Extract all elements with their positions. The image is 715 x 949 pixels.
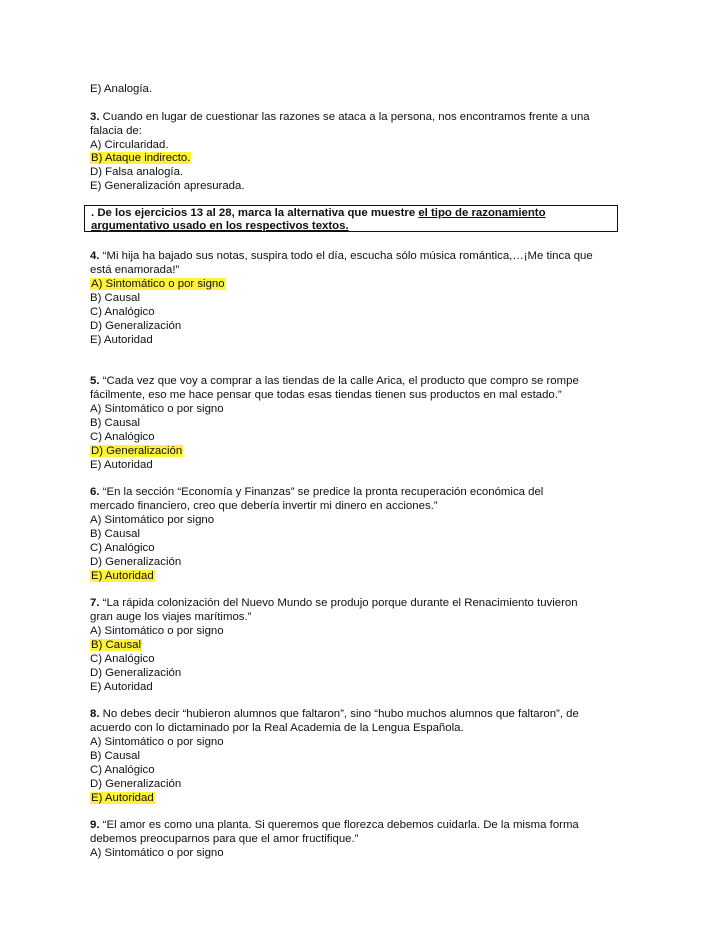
question-number: 7. (90, 597, 100, 609)
question-9-cont: debemos preocuparnos para que el amor fructifique.” (90, 833, 359, 845)
q3-option-b (90, 152, 191, 166)
q6-option-a: A) Sintomático por signo (90, 514, 215, 526)
q7-option-b (90, 639, 142, 653)
question-text: “En la sección “Economía y Finanzas” se predice la pronta recuperación económica del (102, 486, 544, 498)
q8-option-b: B) Causal (90, 750, 141, 762)
highlighted-answer: B) Causal (91, 639, 142, 651)
q7-option-c: C) Analógico (90, 653, 155, 665)
highlighted-answer: D) Generalización (91, 445, 183, 457)
question-8 (90, 708, 579, 722)
q5-option-e: E) Autoridad (90, 459, 153, 471)
question-7-cont: gran auge los viajes marítimos.” (90, 611, 252, 623)
q8-option-e (90, 792, 155, 806)
q7-option-a: A) Sintomático o por signo (90, 625, 224, 637)
question-5 (90, 375, 579, 389)
instruction-underlined: el tipo de razonamiento (418, 207, 546, 219)
q8-option-d: D) Generalización (90, 778, 182, 790)
question-3-cont: falacia de: (90, 125, 142, 137)
question-text: No debes decir “hubieron alumnos que faltaron”, sino “hubo muchos alumnos que faltaron”, de (102, 708, 579, 720)
q3-option-a: A) Circularidad. (90, 139, 169, 151)
q6-option-d: D) Generalización (90, 556, 182, 568)
question-6-cont: mercado financiero, creo que debería invertir mi dinero en acciones.” (90, 500, 438, 512)
question-7 (90, 597, 578, 611)
question-number: 3. (90, 111, 100, 123)
q4-option-b: B) Causal (90, 292, 141, 304)
question-4 (90, 250, 593, 264)
highlighted-answer: E) Autoridad (91, 570, 154, 582)
question-text: “Cada vez que voy a comprar a las tiendas de la calle Arica, el producto que compro se rompe (102, 375, 579, 387)
question-number: 4. (90, 250, 100, 262)
q7-option-e: E) Autoridad (90, 681, 153, 693)
question-text: “El amor es como una planta. Si queremos que florezca debemos cuidarla. De la misma forma (102, 819, 579, 831)
q8-option-a: A) Sintomático o por signo (90, 736, 224, 748)
question-text: “La rápida colonización del Nuevo Mundo se produjo porque durante el Renacimiento tuvieron (102, 597, 578, 609)
question-3 (90, 111, 590, 125)
highlighted-answer: E) Autoridad (91, 792, 154, 804)
question-text: Cuando en lugar de cuestionar las razones se ataca a la persona, nos encontramos frente a una (102, 111, 590, 123)
q5-option-c: C) Analógico (90, 431, 155, 443)
q8-option-c: C) Analógico (90, 764, 155, 776)
q6-option-c: C) Analógico (90, 542, 155, 554)
q4-option-c: C) Analógico (90, 306, 155, 318)
question-number: 5. (90, 375, 100, 387)
q6-option-b: B) Causal (90, 528, 141, 540)
question-6 (90, 486, 543, 500)
instruction-line-2 (91, 220, 611, 233)
q5-option-b: B) Causal (90, 417, 141, 429)
question-8-cont: acuerdo con lo dictaminado por la Real Academia de la Lengua Española. (90, 722, 464, 734)
instruction-text: . De los ejercicios 13 al 28, marca la alternativa que muestre (91, 207, 419, 219)
question-number: 6. (90, 486, 100, 498)
option-e-prev: E) Analogía. (90, 83, 153, 95)
q5-option-a: A) Sintomático o por signo (90, 403, 224, 415)
instruction-underlined-2: argumentativo usado en los respectivos textos. (91, 219, 349, 232)
q6-option-e (90, 570, 155, 584)
q7-option-d: D) Generalización (90, 667, 182, 679)
instruction-line-1 (91, 207, 611, 220)
question-number: 9. (90, 819, 100, 831)
q5-option-d (90, 445, 183, 459)
question-5-cont: fácilmente, eso me hace pensar que todas esas tiendas tienen sus productos en mal estado.” (90, 389, 562, 401)
q9-option-a: A) Sintomático o por signo (90, 847, 224, 859)
highlighted-answer: B) Ataque indirecto. (91, 152, 191, 164)
q4-option-e: E) Autoridad (90, 334, 153, 346)
q3-option-e: E) Generalización apresurada. (90, 180, 245, 192)
question-text: “Mi hija ha bajado sus notas, suspira todo el día, escucha sólo música romántica,…¡Me tinca que (102, 250, 593, 262)
instruction-box (84, 205, 618, 232)
highlighted-answer: A) Sintomático o por signo (91, 278, 225, 290)
question-4-cont: está enamorada!” (90, 264, 180, 276)
q3-option-d: D) Falsa analogía. (90, 166, 184, 178)
question-9 (90, 819, 579, 833)
q4-option-d: D) Generalización (90, 320, 182, 332)
q4-option-a (90, 278, 226, 292)
question-number: 8. (90, 708, 100, 720)
